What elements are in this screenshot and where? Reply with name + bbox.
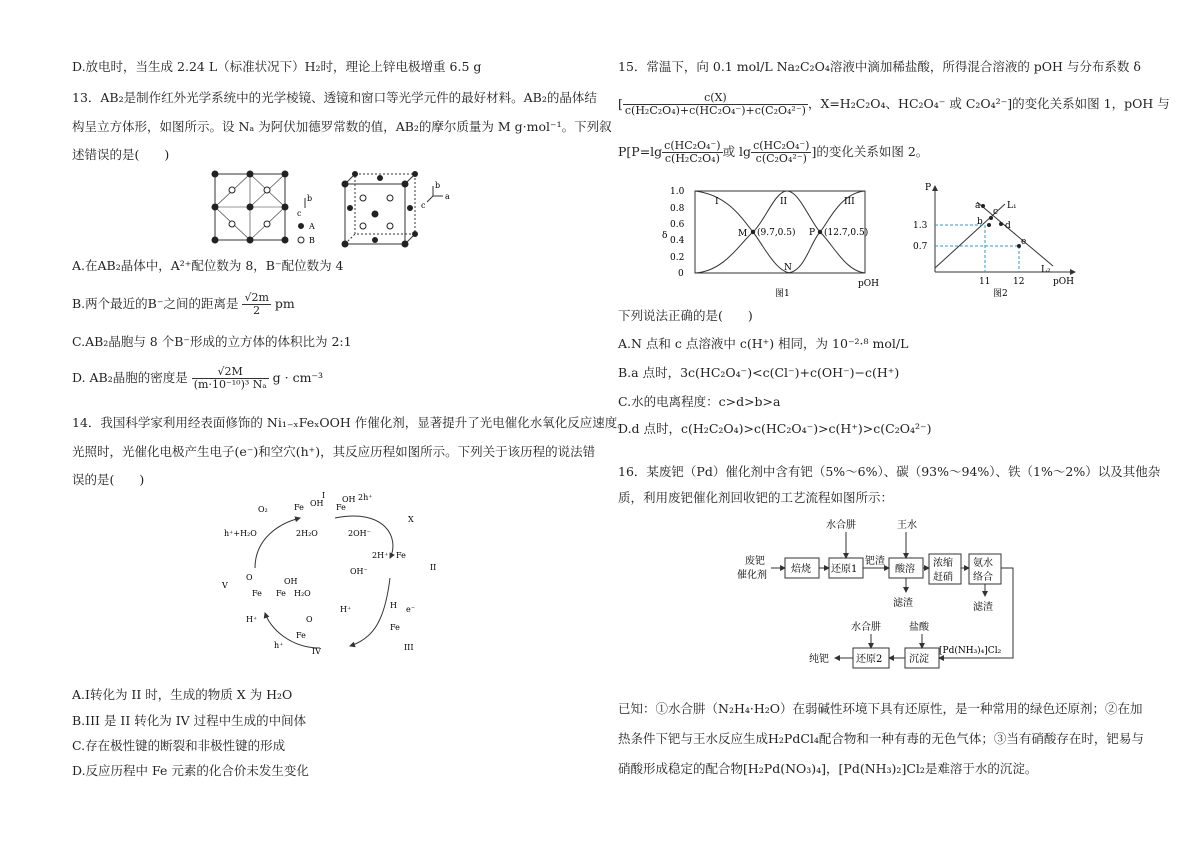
q14-option-d: D.反应历程中 Fe 元素的化合价未发生变化 [72,763,309,778]
curve-iii-label: III [844,197,855,207]
fe-label-1: Fe [294,503,304,512]
q13-stem-line3: 述错误的是( ) [72,147,170,162]
fe-label-iii: Fe [390,623,400,632]
label-complex: [Pd(NH₃)₄]Cl₂ [939,646,1002,656]
ytick-1: 1.0 [670,187,685,197]
oh-label-1: OH [310,499,324,508]
x-axis-label-poh: pOH [1053,277,1074,287]
q13-option-a: A.在AB₂晶体中，A²⁺配位数为 8，B⁻配位数为 4 [72,258,344,273]
frac-num: c(HC₂O₄⁻) [664,139,721,152]
label-eminus: e⁻ [406,605,415,614]
point-b-label: b [977,217,983,227]
fe-label-v2: Fe [276,589,286,598]
frac-den: 2 [253,304,261,317]
feed-label-1: 废钯 [745,556,765,567]
label-hplus-2: H⁺ [246,615,258,624]
oh-label-v: OH [284,577,298,586]
q15-question: 下列说法正确的是( ) [618,308,753,323]
curve-i-label: I [715,197,719,207]
frac-den: c(C₂O₄²⁻) [755,152,807,165]
q14-stem-line1: 14．我国科学家利用经表面修饰的 Ni₁₋ₓFeₓOOH 作催化剂，显著提升了光电催化水氧化反应速度。 [72,415,630,430]
axis-b-label: b [307,194,313,203]
residue-2: 滤渣 [973,602,993,613]
q15-option-a: A.N 点和 c 点溶液中 c(H⁺) 相同，为 10⁻²·⁸ mol/L [618,336,909,351]
ytick-6: 0 [678,269,684,279]
q16-known-line2: 热条件下钯与王水反应生成H₂PdCl₄配合物和一种有毒的无色气体；③当有硝酸存在时，钯易与 [618,731,1144,746]
q15-figure-1 [660,183,890,301]
reagent-hydrazine-bottom: 水合肼 [851,622,881,633]
reagent-hydrazine-top: 水合肼 [826,520,856,531]
q13-option-b [72,292,295,317]
q12-option-d: D.放电时，当生成 2.24 L（标准状况下）H₂时，理论上锌电极增重 6.5 g [72,59,482,74]
q13-stem-line2: 构呈立方体形，如图所示。设 Nₐ 为阿伏加德罗常数的值，AB₂的摩尔质量为 M g·mol⁻¹。下列叙 [72,119,612,134]
label-roman-2: II [430,563,437,572]
fig1-caption: 图1 [775,289,790,299]
label-2oh: 2OH⁻ [348,529,371,538]
feed-label-2: 催化剂 [737,570,767,581]
label-hplus: H⁺ [340,605,352,614]
label-ohminus: OH⁻ [350,567,368,576]
point-p-coord: (12.7,0.5) [824,228,869,238]
q16-stem-line1: 16．某废钯（Pd）催化剂中含有钯（5%～6%）、碳（93%～94%）、铁（1%～2%）以及其他杂 [618,464,1161,479]
q14-stem-line2: 光照时，光催化电极产生电子(e⁻)和空穴(h⁺)，其反应历程如图所示。下列关于该历程的说法错 [72,444,596,459]
frac-num: c(HC₂O₄⁻) [753,139,810,152]
frac-num: c(X) [623,92,808,105]
q15-option-b: B.a 点时，3c(HC₂O₄⁻)<c(Cl⁻)+c(OH⁻)−c(H⁺) [618,365,900,380]
fe-label-v1: Fe [252,589,262,598]
q16-stem-line2: 质，利用废钯催化剂回收钯的工艺流程如图所示： [618,490,894,505]
q14-option-a: A.I转化为 II 时，生成的物质 X 为 H₂O [72,687,293,702]
label-2h: 2h⁺ [358,493,373,502]
point-a-label: a [975,201,981,211]
reagent-hcl: 盐酸 [909,622,929,633]
label-roman-4: IV [312,647,321,656]
point-n-label: N [784,263,792,273]
q13-option-b-suffix: pm [274,296,295,311]
reagent-aqua-regia: 王水 [897,520,917,531]
q13-crystal-figure [205,168,465,250]
label-roman-3: III [404,643,414,652]
q14-mechanism-diagram [210,488,460,656]
step-concentrate-2: 赶硝 [933,572,953,583]
step-roast: 焙烧 [791,564,811,575]
y-axis-label-p: P [925,183,932,193]
residue-1: 滤渣 [893,598,913,609]
fe-label-ii: Fe [396,551,406,560]
ytick-4: 0.4 [670,236,685,246]
ytick-5: 0.2 [670,253,685,263]
axis-a-label: a [445,192,450,201]
q13-option-d-suffix: g · cm⁻³ [272,370,324,385]
q16-flowchart [725,518,1055,676]
step-concentrate-1: 浓缩 [933,558,953,569]
label-x: X [408,515,414,524]
ytick-2: 0.8 [670,204,685,214]
q15-p1-fraction [662,140,722,165]
q13-option-c: C.AB₂晶胞与 8 个B⁻形成的立方体的体积比为 2:1 [72,334,352,349]
q15-option-d: D.d 点时，c(H₂C₂O₄)>c(HC₂O₄⁻)>c(H⁺)>c(C₂O₄²⁻) [618,421,932,436]
point-p-label: P [809,228,816,238]
q15-stem-line3 [618,140,928,165]
frac-num: √2m [244,291,269,304]
line-l1-label: L₁ [1007,201,1017,211]
q13-option-d-fraction [192,366,269,391]
fe-label-2: Fe [336,503,346,512]
q15-figure-2 [905,180,1085,300]
line-l2-label: L₂ [1041,265,1051,275]
step-reduce1: 还原1 [831,564,858,575]
q15-delta-fraction [623,92,808,117]
point-m-coord: (9.7,0.5) [757,228,796,238]
x-axis-label: pOH [858,279,879,289]
ytick-0-7: 0.7 [913,242,928,252]
label-pd-sponge: 钯渣 [865,556,885,567]
q13-option-b-prefix: B.两个最近的B⁻之间的距离是 [72,296,239,311]
product-pure-pd: 纯钯 [809,654,829,665]
step-reduce2: 还原2 [856,654,883,665]
q15-p-or: 或 lg [722,144,752,159]
oh-label-2: OH [342,495,356,504]
label-roman-5: V [222,581,228,590]
q16-known-line3: 硝酸形成稳定的配合物[H₂Pd(NO₃)₄]，[Pd(NH₃)₂]Cl₂是难溶于水的沉淀。 [618,761,1038,776]
bracket-open: [ [618,96,623,111]
label-2h2o: 2H₂O [296,529,318,538]
frac-den: c(H₂C₂O₄) [664,152,720,165]
label-h2o: H₂O [294,589,311,598]
h-label-iii: H [390,601,397,610]
step-precipitate: 沉淀 [909,654,929,665]
curve-ii-label: II [780,197,788,207]
step-ammonia-1: 氨水 [973,558,993,569]
crystal-face-view [212,171,316,246]
point-c-label: c [993,207,999,217]
crystal-cube-view [342,171,451,248]
point-e-label: e [1021,237,1027,247]
fe-label-iv: Fe [296,631,306,640]
q15-p2-fraction [751,140,811,165]
legend-b: B [309,236,315,245]
q13-option-d [72,366,323,391]
axis-b-label-2: b [435,181,441,190]
frac-den: c(H₂C₂O₄)+c(HC₂O₄⁻)+c(C₂O₄²⁻) [624,104,806,117]
ytick-3: 0.6 [670,220,685,230]
q13-option-d-prefix: D. AB₂晶胞的密度是 [72,370,188,385]
point-m-label: M [738,229,748,239]
q15-stem-line2-text: ，X=H₂C₂O₄、HC₂O₄⁻ 或 C₂O₄²⁻]的变化关系如图 1，pOH 与 [807,96,1170,111]
q15-p-prefix: P[P=lg [618,144,663,159]
xtick-11: 11 [979,277,991,287]
o-label-v: O [246,573,253,582]
frac-num: √2M [192,366,269,379]
xtick-12: 12 [1013,277,1025,287]
q16-known-line1: 已知：①水合肼（N₂H₄·H₂O）在弱碱性环境下具有还原性，是一种常用的绿色还原剂；②在加 [618,701,1143,716]
q15-stem-line1: 15．常温下，向 0.1 mol/L Na₂C₂O₄溶液中滴加稀盐酸，所得混合溶液的 pOH 与分布系数 δ [618,59,1141,74]
axis-c-label-2: c [421,201,426,210]
label-o2: O₂ [258,505,268,514]
label-roman-1: I [322,491,326,500]
ytick-1-3: 1.3 [913,221,928,231]
label-h-ring: h⁺ [274,641,284,650]
frac-den: (m·10⁻¹⁰)³ Nₐ [193,378,267,391]
o-label-iv: O [306,615,313,624]
q15-p-suffix: ]的变化关系如图 2。 [811,144,929,159]
axis-c-label: c [297,209,302,218]
q14-stem-line3: 误的是( ) [72,472,145,487]
q15-option-c: C.水的电离程度：c>d>b>a [618,394,781,409]
y-axis-label: δ [662,231,668,241]
step-acid: 酸溶 [895,564,915,575]
q13-option-b-fraction [242,292,270,317]
step-ammonia-2: 络合 [973,572,993,583]
q14-option-b: B.III 是 II 转化为 IV 过程中生成的中间体 [72,713,307,728]
point-d-label: d [1005,221,1011,231]
q15-stem-line2 [618,92,1170,117]
q14-option-c: C.存在极性键的断裂和非极性键的形成 [72,738,286,753]
label-2hplus: 2H⁺ [372,551,389,560]
legend-a: A [309,222,315,231]
fig2-caption: 图2 [993,289,1008,299]
label-h-h2o: h⁺+H₂O [224,529,257,538]
q13-stem-line1: 13．AB₂是制作红外光学系统中的光学棱镜、透镜和窗口等光学元件的最好材料。AB₂的晶体结 [72,90,597,105]
